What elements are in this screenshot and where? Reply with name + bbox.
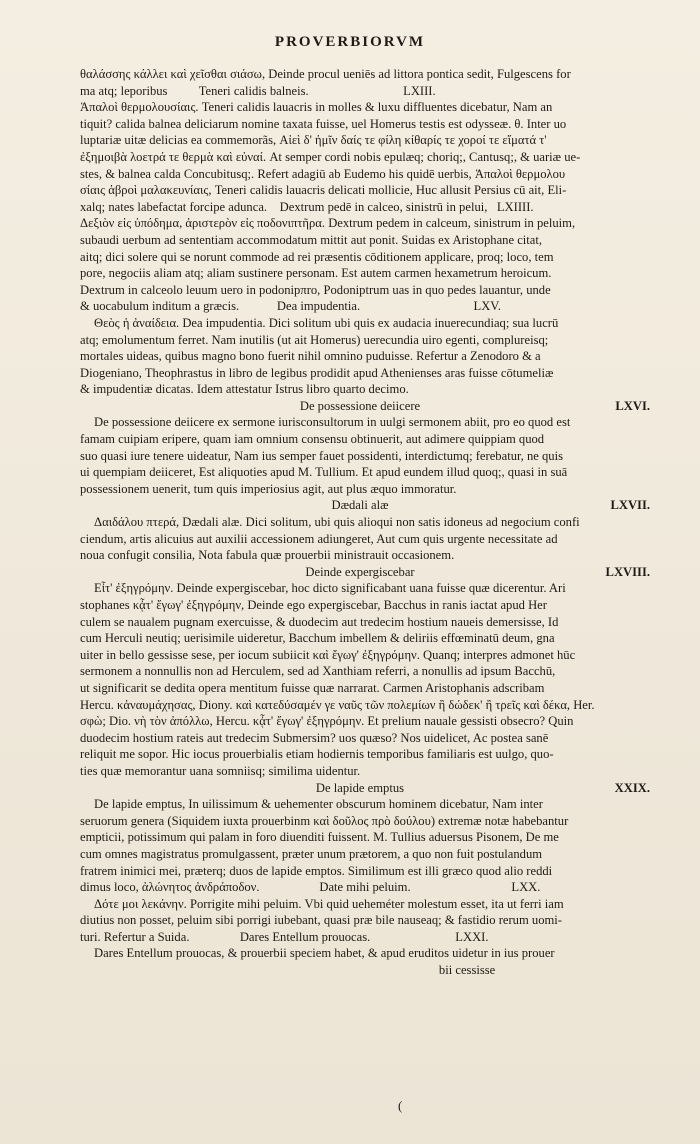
- text-line: possessionem uenerit, tum quis imperiosius agit, aut plus æquo immoratur.: [80, 481, 457, 496]
- text-line: σίαις ἁβροὶ μαλακευνίαις, Teneri calidis lauacris delicati mollicie, Huc allusit Persius cū ait, Eli-: [80, 183, 567, 198]
- text-line: ἐξημοιβὰ λοετρά τε θερμὰ καὶ εὐναί. At semper cordi nobis epulæq; choriq;, Cantusq;, & uariæ ue-: [80, 149, 581, 164]
- text-line: & uocabulum inditum a græcis. Dea impudentia. LXV.: [80, 299, 501, 314]
- text-line: Δότε μοι λεκάνην. Porrigite mihi peluim. Vbi quid ueheméter molestum esset, ita ut ferri iam: [94, 896, 564, 911]
- section-number: XXIX.: [614, 780, 650, 795]
- text-line: θαλάσσης κάλλει καὶ χεῖσθαι σιάσω, Deinde procul ueniēs ad littora pontica sedit, Fulgescens for: [80, 67, 571, 81]
- text-line: xalq; nates labefactat forcipe adunca. Dextrum pedē in calceo, sinistrū in pelui, LXIIII.: [80, 199, 534, 214]
- text-line: turi. Refertur a Suida. Dares Entellum prouocas. LXXI.: [80, 929, 489, 944]
- text-line: aitq; dici solere qui se norunt commode ad rei præsentis cōditionem applicare, proq; loco, tem: [80, 249, 554, 264]
- section-title: Dædali alæ: [331, 498, 389, 513]
- section-title: De possessione deiicere: [299, 398, 421, 413]
- text-line: Hercu. κἀναυμάχησας, Diony. καὶ κατεδύσαμέν γε ναῦς τῶν πολεμίων ἢ δώδεκ' ἢ τρεῖς καὶ δέκα, Her.: [80, 697, 595, 712]
- text-line: Dextrum in calceolo leuum uero in podonipπro, Podoniptrum uas in quo pedes lauantur, unde: [80, 282, 551, 297]
- section-title-row: [80, 780, 650, 797]
- footer-mark: (: [398, 1098, 403, 1113]
- section-number: LXVII.: [610, 498, 650, 513]
- text-line: Dares Entellum prouocas, & prouerbii speciem habet, & apud eruditos uidetur in ius prouer: [94, 946, 555, 961]
- text-line: ciendum, artis alicuius aut auxilii accessionem adiungeret, Aut cum quis urgente necessitate ad: [80, 531, 558, 546]
- section-title-row: [80, 564, 650, 581]
- section-title-row: [80, 398, 650, 415]
- text-line: Εἶτ' ἐξηγρόμην. Deinde expergiscebar, hoc dicto significabant uana fuisse quæ dicerentur. Ari: [94, 581, 566, 596]
- section-number: LXVI.: [615, 398, 650, 413]
- section-title: Deinde expergiscebar: [305, 564, 415, 579]
- text-line: stes, & balnea calda Concubitusq;. Refert adagiū ab Eudemo his quidē uerbis, Ἁπαλοὶ θερμολου: [80, 166, 566, 181]
- text-line: fratrem inimici mei, præterq; duos de lapide emptos. Similimum est illi græco quod alio reddi: [80, 863, 553, 878]
- text-line: Diogeniano, Theophrastus in libro de legibus prodidit apud Athenienses aras fuisse cōtumeliæ: [80, 365, 554, 380]
- text-line: seruorum genera (Siquidem iuxta prouerbinm καὶ δοῦλος πρὸ δούλου) extremæ notæ habebantur: [80, 813, 569, 828]
- text-line: σφὼ; Dio. νὴ τὸν ἀπόλλω, Hercu. κᾆτ' ἔγωγ' ἐξηγρόμην. Et prelium nauale gessisti obsecro? Quin: [80, 714, 574, 729]
- text-line: ut significarit se dedita opera mentitum fuisse quæ narrarat. Carmen Aristophanis adscribam: [80, 680, 545, 695]
- text-line: dimus loco, ἀλώνητος ἀνδράποδον. Date mihi peluim. LXX.: [80, 880, 541, 895]
- text-line: pore, negociis aliam atq; aliam sustinere personam. Est autem carmen hexametrum heroicum.: [80, 266, 552, 281]
- running-header: PROVERBIORVM: [274, 34, 426, 50]
- text-line: ma atq; leporibus Teneri calidis balneis. LXIII.: [80, 83, 436, 98]
- text-line: De possessione deiicere ex sermone iurisconsultorum in uulgi sermonem abiit, pro eo quod est: [94, 415, 571, 430]
- text-line: Θεὸς ἡ ἀναίδεια. Dea impudentia. Dici solitum ubi quis ex audacia inuerecundiaq; sua lucrū: [94, 315, 559, 330]
- main-text-block: [80, 66, 650, 979]
- text-line: culem se naualem pugnam exercuisse, & duodecim aut tredecim hostium naueis demersisse, Id: [80, 614, 559, 629]
- text-line: cum Herculi neutiq; uerisimile uideretur, Bacchum imbellem & deliriis effœminatū deum, gna: [80, 631, 555, 646]
- text-line: suo quasi iure tenere uideatur, Nam ius semper fauet possidenti, interdictumq; ferebatur, ne quis: [80, 448, 564, 463]
- text-line: bii cessisse: [80, 963, 496, 978]
- text-line: & impudentiæ dicatas. Idem attestatur Istrus libro quarto decimo.: [80, 382, 409, 397]
- text-line: Δαιδάλου πτερά, Dædali alæ. Dici solitum, ubi quis alioqui non satis idoneus ad negocium confi: [94, 515, 580, 530]
- text-line: De lapide emptus, In uilissimum & uehementer obscurum hominem dicebatur, Nam inter: [94, 797, 543, 812]
- text-line: reliquit me sopor. Hic iocus prouerbialis etiam hodiernis temporibus familiaris est uulgo, quo-: [80, 747, 554, 762]
- text-line: famam cuipiam eripere, quam iam omnium consensu obtinuerit, aut adimere quippiam quod: [80, 432, 545, 447]
- text-line: mortales uideas, quibus magno bono fuerit nihil omnino puduisse. Refertur a Zenodoro & a: [80, 349, 541, 364]
- text-line: Δεξιὸν εἰς ὑπόδημα, ἀριστερὸν εἰς ποδονιπτῆρα. Dextrum pedem in calceum, sinistrum in peluim,: [80, 216, 576, 231]
- text-line: Ἁπαλοὶ θερμολουσίαις. Teneri calidis lauacris in molles & luxu diffluentes dicebatur, Nam an: [80, 100, 553, 115]
- text-line: cum omnes magistratus promulgassent, præter unum prætorem, a quo non fuit postulandum: [80, 846, 543, 861]
- text-line: subaudi uerbum ad sententiam accommodatum mittit aut ponit. Suidas ex Aristophane citat,: [80, 232, 543, 247]
- text-line: tiquit? calida balnea deliciarum nomine taxata fuisse, uel Homerus testis est odysseæ. θ. Inter uo: [80, 116, 567, 131]
- text-line: diutius non posset, peluim sibi porrigi iubebant, quasi præ bile nauseaq; & fastidio rerum uomi-: [80, 913, 562, 928]
- text-line: ui quempiam deiiceret, Est aliquoties apud M. Tullium. Et apud eundem illud quoq;, quasi in suā: [80, 465, 568, 480]
- text-line: atq; emolumentum ferret. Nam inutilis (ut ait Homerus) uerecundia uiro egenti, complureisq;: [80, 332, 549, 347]
- section-title: De lapide emptus: [315, 780, 405, 795]
- text-line: noua confugit consilia, Nota fabula quæ prouerbii ministrauit occasionem.: [80, 548, 455, 563]
- section-number: LXVIII.: [605, 564, 650, 579]
- text-line: sermonem a nonnullis non ad Herculem, sed ad Xanthiam referri, a nonullis ad ipsum Bacchū,: [80, 664, 556, 679]
- text-line: duodecim hostium rateis aut tredecim Submersim? uos quæso? Nos uidelicet, Ac postea sanē: [80, 730, 549, 745]
- text-line: ties quæ memorantur uana somniisq; similima uidentur.: [80, 763, 361, 778]
- section-title-row: [80, 497, 650, 514]
- text-line: stophanes κᾆτ' ἔγωγ' ἐξηγρόμην, Deinde ego expergiscebar, Bacchus in ranis iactat apud Her: [80, 598, 547, 612]
- text-line: luptariæ uitæ delicias ea commemorãs, Αἰεὶ δ' ἡμῖν δαίς τε φίλη κίθαρίς τε χοροί τε εἵματά τ': [80, 133, 547, 148]
- text-line: uiter in bello gessisse sese, per iocum subiicit καὶ ἔγωγ' ἐξηγρόμην. Quanq; interpres admonet hūc: [80, 647, 576, 662]
- text-line: empticii, potissimum qui palam in foro diuenditi fuissent. M. Tullius aduersus Pisonem, De me: [80, 830, 559, 845]
